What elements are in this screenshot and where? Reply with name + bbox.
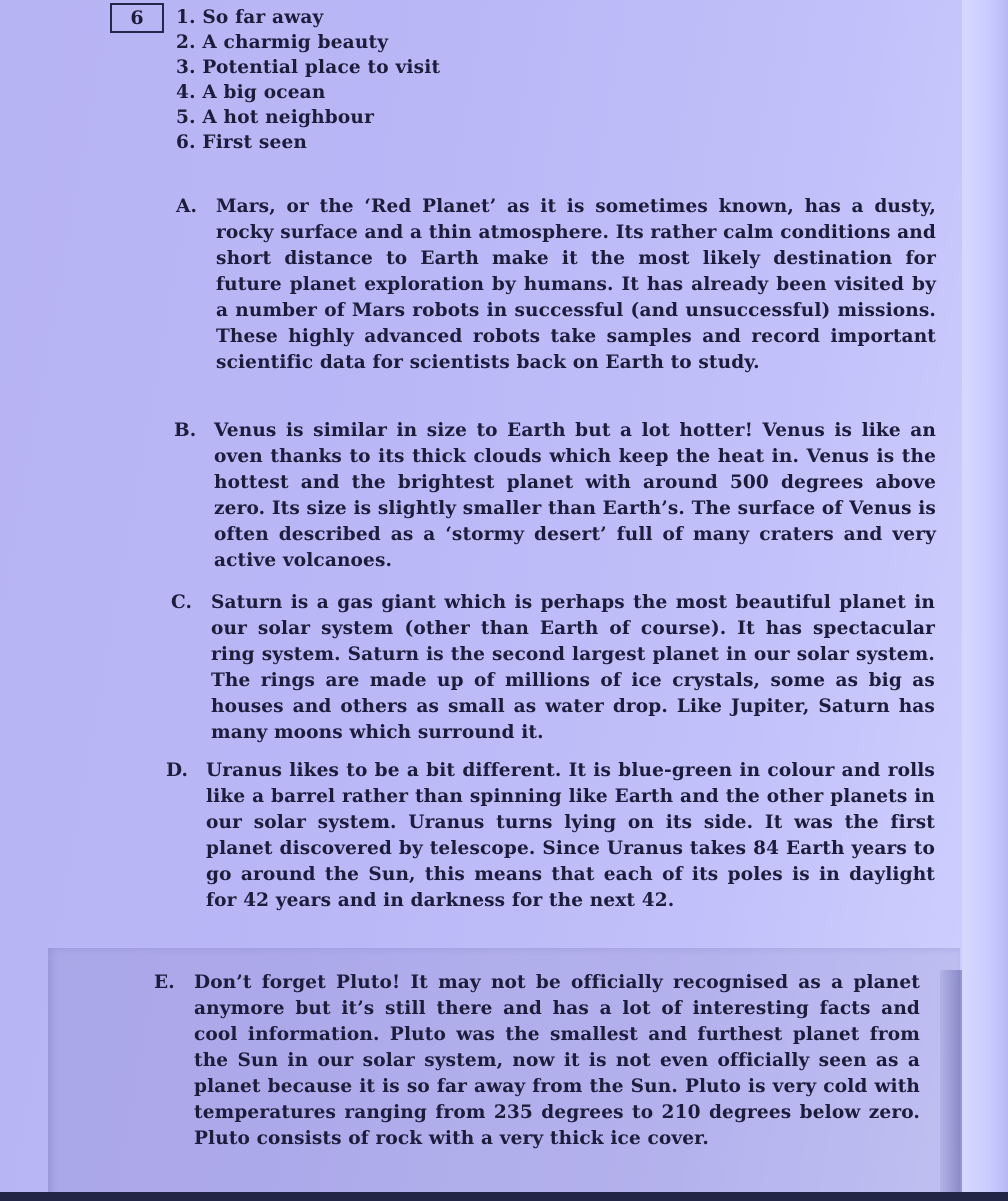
- paragraph-c: [171, 590, 935, 746]
- paragraph-text: Don’t forget Pluto! It may not be officially recognised as a planet anymore but it’s still there and has a lot of interesting facts and cool information. Pluto was the smallest and furthest planet from the Sun in our solar system, now it is not even officially seen as a planet because it is so far away from the Sun. Pluto is very cold with temperatures ranging from 235 degrees to 210 degrees below zero. Pluto consists of rock with a very thick ice cover.: [194, 972, 920, 1149]
- paragraph-text: Venus is similar in size to Earth but a lot hotter! Venus is like an oven thanks to its thick clouds which keep the heat in. Venus is the hottest and the brightest planet with around 500 degrees above zero. Its size is slightly smaller than Earth’s. The surface of Venus is often described as a ‘stormy desert’ full of many craters and very active volcanoes.: [214, 420, 936, 571]
- heading-item: 3. Potential place to visit: [176, 57, 441, 78]
- paragraph-a: [176, 194, 936, 376]
- heading-item: 2. A charmig beauty: [176, 32, 389, 53]
- paragraph-letter: C.: [171, 592, 193, 613]
- paragraph-text: Uranus likes to be a bit different. It is blue-green in colour and rolls like a barrel rather than spinning like Earth and the other planets in our solar system. Uranus turns lying on its side. It was the first planet discovered by telescope. Since Uranus takes 84 Earth years to go around the Sun, this means that each of its poles is in daylight for 42 years and in darkness for the next 42.: [206, 760, 935, 911]
- heading-item: 1. So far away: [176, 7, 324, 28]
- headings-list: [176, 5, 440, 155]
- heading-item: 5. A hot neighbour: [176, 107, 375, 128]
- paragraph-text: Mars, or the ‘Red Planet’ as it is sometimes known, has a dusty, rocky surface and a thin atmosphere. Its rather calm conditions and short distance to Earth make it the most likely destination for future planet exploration by humans. It has already been visited by a number of Mars robots in successful (and unsuccessful) missions. These highly advanced robots take samples and record important scientific data for scientists back on Earth to study.: [216, 196, 936, 373]
- page-edge: [962, 0, 1008, 1201]
- paragraph-letter: B.: [174, 420, 197, 441]
- task-number-box: [110, 3, 164, 33]
- bottom-edge: [0, 1192, 1008, 1201]
- heading-item: 4. A big ocean: [176, 82, 326, 103]
- paragraph-letter: E.: [154, 972, 175, 993]
- paragraph-b: [174, 418, 936, 574]
- paragraph-letter: A.: [176, 196, 198, 217]
- heading-item: 6. First seen: [176, 132, 308, 153]
- task-number: 6: [130, 7, 144, 29]
- paragraph-e: [154, 970, 920, 1152]
- paragraph-letter: D.: [166, 760, 189, 781]
- paragraph-d: [166, 758, 935, 914]
- paragraph-text: Saturn is a gas giant which is perhaps the most beautiful planet in our solar system (other than Earth of course). It has spectacular ring system. Saturn is the second largest planet in our solar system. The rings are made up of millions of ice crystals, some as big as houses and others as small as water drop. Like Jupiter, Saturn has many moons which surround it.: [211, 592, 935, 743]
- page-fold-shadow: [940, 970, 962, 1201]
